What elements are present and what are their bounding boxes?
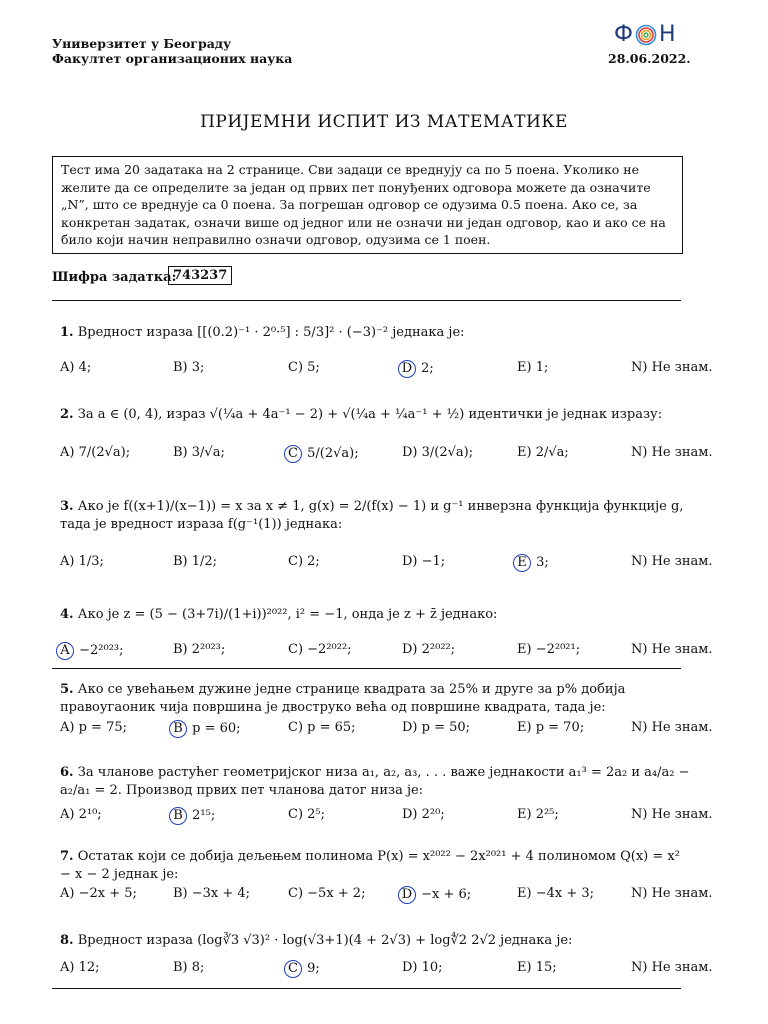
- answer-row-7: [60, 886, 713, 906]
- option-d[interactable]: D) 10;: [402, 960, 443, 975]
- option-a[interactable]: A) −2x + 5;: [60, 886, 137, 901]
- option-d[interactable]: D) 2²⁰²²;: [402, 642, 456, 657]
- question-4: [60, 606, 690, 624]
- fon-logo: [614, 22, 676, 47]
- option-c-marked[interactable]: [288, 960, 320, 978]
- option-n[interactable]: N) Не знам.: [631, 960, 713, 975]
- option-e-marked[interactable]: [517, 554, 549, 572]
- logo-rings-icon: [635, 24, 657, 46]
- option-c[interactable]: C) p = 65;: [288, 720, 356, 735]
- question-text: Ако је z = (5 − (3+7i)/(1+i))²⁰²², i² = −1, онда је z + z̄ једнако:: [77, 607, 498, 622]
- answer-row-4: [60, 642, 713, 662]
- option-a[interactable]: A) 1/3;: [60, 554, 104, 569]
- option-c[interactable]: C) 2⁵;: [288, 807, 326, 822]
- option-a-label: −2²⁰²³;: [75, 643, 124, 658]
- divider-top: [52, 300, 681, 301]
- question-text: За a ∈ (0, 4), израз √(¼a + 4a⁻¹ − 2) + √(¼a + ¼a⁻¹ + ½) идентички је једнак изразу:: [77, 407, 663, 422]
- option-a[interactable]: A) 12;: [60, 960, 100, 975]
- option-b-label: p = 60;: [188, 721, 241, 736]
- option-a-marked[interactable]: [60, 642, 124, 660]
- question-number: 2.: [60, 407, 74, 422]
- question-number: 4.: [60, 607, 74, 622]
- question-5: [60, 681, 690, 717]
- answer-row-1: [60, 360, 713, 380]
- logo-letter-f: Ф: [614, 22, 633, 47]
- task-code-label: Шифра задатка:: [52, 270, 177, 285]
- option-a[interactable]: A) 2¹⁰;: [60, 807, 102, 822]
- option-n[interactable]: N) Не знам.: [631, 360, 713, 375]
- question-text: Остатак који се добија дељењем полинома P(x) = x²⁰²² − 2x²⁰²¹ + 4 полиномом Q(x) = x² − x − 2 једнак је:: [60, 849, 680, 882]
- option-e[interactable]: E) −2²⁰²¹;: [517, 642, 581, 657]
- answer-row-8: [60, 960, 713, 980]
- option-d[interactable]: D) p = 50;: [402, 720, 471, 735]
- option-b-marked[interactable]: [173, 720, 241, 738]
- answer-row-5: [60, 720, 713, 740]
- option-d-marked[interactable]: [402, 886, 471, 904]
- question-8: [60, 932, 690, 950]
- option-a[interactable]: A) 7/(2√a);: [60, 445, 131, 460]
- option-e-label: 3;: [532, 555, 549, 570]
- question-text: За чланове растућег геометријског низа a₁, a₂, a₃, . . . важе једнакости a₁³ = 2a₂ и a₄/a₂ − a₂/a₁ = 2. Производ првих пет чланова датог низа је:: [60, 765, 690, 798]
- selected-circle-icon: C: [284, 960, 302, 978]
- selected-circle-icon: D: [398, 886, 416, 904]
- question-7: [60, 848, 690, 884]
- question-number: 1.: [60, 325, 74, 340]
- divider-bottom: [52, 988, 681, 989]
- option-b[interactable]: B) 1/2;: [173, 554, 218, 569]
- university-name: Универзитет у Београду: [52, 36, 232, 51]
- question-2: [60, 406, 690, 424]
- option-a[interactable]: A) 4;: [60, 360, 92, 375]
- selected-circle-icon: A: [56, 642, 74, 660]
- option-b[interactable]: B) 3/√a;: [173, 445, 225, 460]
- question-number: 6.: [60, 765, 74, 780]
- exam-title: ПРИЈЕМНИ ИСПИТ ИЗ МАТЕМАТИКЕ: [200, 112, 568, 132]
- option-b-label: 2¹⁵;: [188, 808, 216, 823]
- option-e[interactable]: E) −4x + 3;: [517, 886, 594, 901]
- option-n[interactable]: N) Не знам.: [631, 445, 713, 460]
- option-e[interactable]: E) 2²⁵;: [517, 807, 559, 822]
- task-code-value: 743237: [168, 266, 232, 285]
- option-e[interactable]: E) 15;: [517, 960, 557, 975]
- option-a[interactable]: A) p = 75;: [60, 720, 127, 735]
- option-n[interactable]: N) Не знам.: [631, 720, 713, 735]
- option-n[interactable]: N) Не знам.: [631, 642, 713, 657]
- option-b-marked[interactable]: [173, 807, 215, 825]
- selected-circle-icon: B: [169, 807, 187, 825]
- answer-row-3: [60, 554, 713, 574]
- option-d[interactable]: D) 2²⁰;: [402, 807, 445, 822]
- option-c-marked[interactable]: [288, 445, 359, 463]
- answer-row-2: [60, 445, 713, 465]
- option-b[interactable]: B) 3;: [173, 360, 205, 375]
- option-n[interactable]: N) Не знам.: [631, 886, 713, 901]
- exam-date: 28.06.2022.: [608, 51, 691, 66]
- question-text: Ако је f((x+1)/(x−1)) = x за x ≠ 1, g(x) = 2/(f(x) − 1) и g⁻¹ инверзна функција функције g, тада је вредност израза f(g⁻¹(1)) једнака:: [60, 499, 684, 532]
- answer-row-6: [60, 807, 713, 827]
- option-b[interactable]: B) −3x + 4;: [173, 886, 251, 901]
- instructions-box: Тест има 20 задатака на 2 странице. Сви задаци се вреднују са по 5 поена. Уколико не желите да се опредeлите за један од првих пет понуђених одговора можете да означите „N”, што се вреднује са 0 поена. За погрешан одговор се одузима 0.5 поена. Ако се, за конкретан задатак, означи више од једног или не означи ни један одговор, као и ако се на било који начин неправилно означи одговор, одузима се 1 поен.: [52, 156, 683, 254]
- option-d-label: 2;: [417, 361, 434, 376]
- option-c[interactable]: C) 5;: [288, 360, 320, 375]
- option-n[interactable]: N) Не знам.: [631, 554, 713, 569]
- question-6: [60, 764, 690, 800]
- question-text: Вредност израза (log∛3 √3)² · log(√3+1)(4 + 2√3) + log∜2 2√2 једнака је:: [77, 933, 573, 948]
- option-n[interactable]: N) Не знам.: [631, 807, 713, 822]
- option-d-label: −x + 6;: [417, 887, 472, 902]
- option-e[interactable]: E) 1;: [517, 360, 549, 375]
- question-number: 7.: [60, 849, 74, 864]
- question-text: Вредност израза [[(0.2)⁻¹ · 2⁰·⁵] : 5/3]² · (−3)⁻² једнака је:: [77, 325, 465, 340]
- question-number: 8.: [60, 933, 74, 948]
- option-d-marked[interactable]: [402, 360, 434, 378]
- question-3: [60, 498, 690, 534]
- option-c-label: 5/(2√a);: [303, 446, 359, 461]
- option-e[interactable]: E) p = 70;: [517, 720, 585, 735]
- divider-middle: [52, 668, 681, 669]
- question-text: Ако се увећањем дужине једне странице квадрата за 25% и друге за p% добија правоугаоник чија површина је двоструко већа од површине квадрата, тада је:: [60, 682, 626, 715]
- option-b[interactable]: B) 2²⁰²³;: [173, 642, 226, 657]
- selected-circle-icon: B: [169, 720, 187, 738]
- option-c[interactable]: C) 2;: [288, 554, 320, 569]
- option-c[interactable]: C) −5x + 2;: [288, 886, 366, 901]
- option-d[interactable]: D) −1;: [402, 554, 446, 569]
- option-e[interactable]: E) 2/√a;: [517, 445, 569, 460]
- question-1: [60, 324, 690, 342]
- faculty-name: Факултет организационих наука: [52, 51, 293, 66]
- option-d[interactable]: D) 3/(2√a);: [402, 445, 474, 460]
- option-b[interactable]: B) 8;: [173, 960, 205, 975]
- option-c-label: 9;: [303, 961, 320, 976]
- selected-circle-icon: C: [284, 445, 302, 463]
- option-c[interactable]: C) −2²⁰²²;: [288, 642, 352, 657]
- selected-circle-icon: D: [398, 360, 416, 378]
- question-number: 5.: [60, 682, 74, 697]
- logo-letter-n: Н: [658, 22, 676, 47]
- question-number: 3.: [60, 499, 74, 514]
- selected-circle-icon: E: [513, 554, 531, 572]
